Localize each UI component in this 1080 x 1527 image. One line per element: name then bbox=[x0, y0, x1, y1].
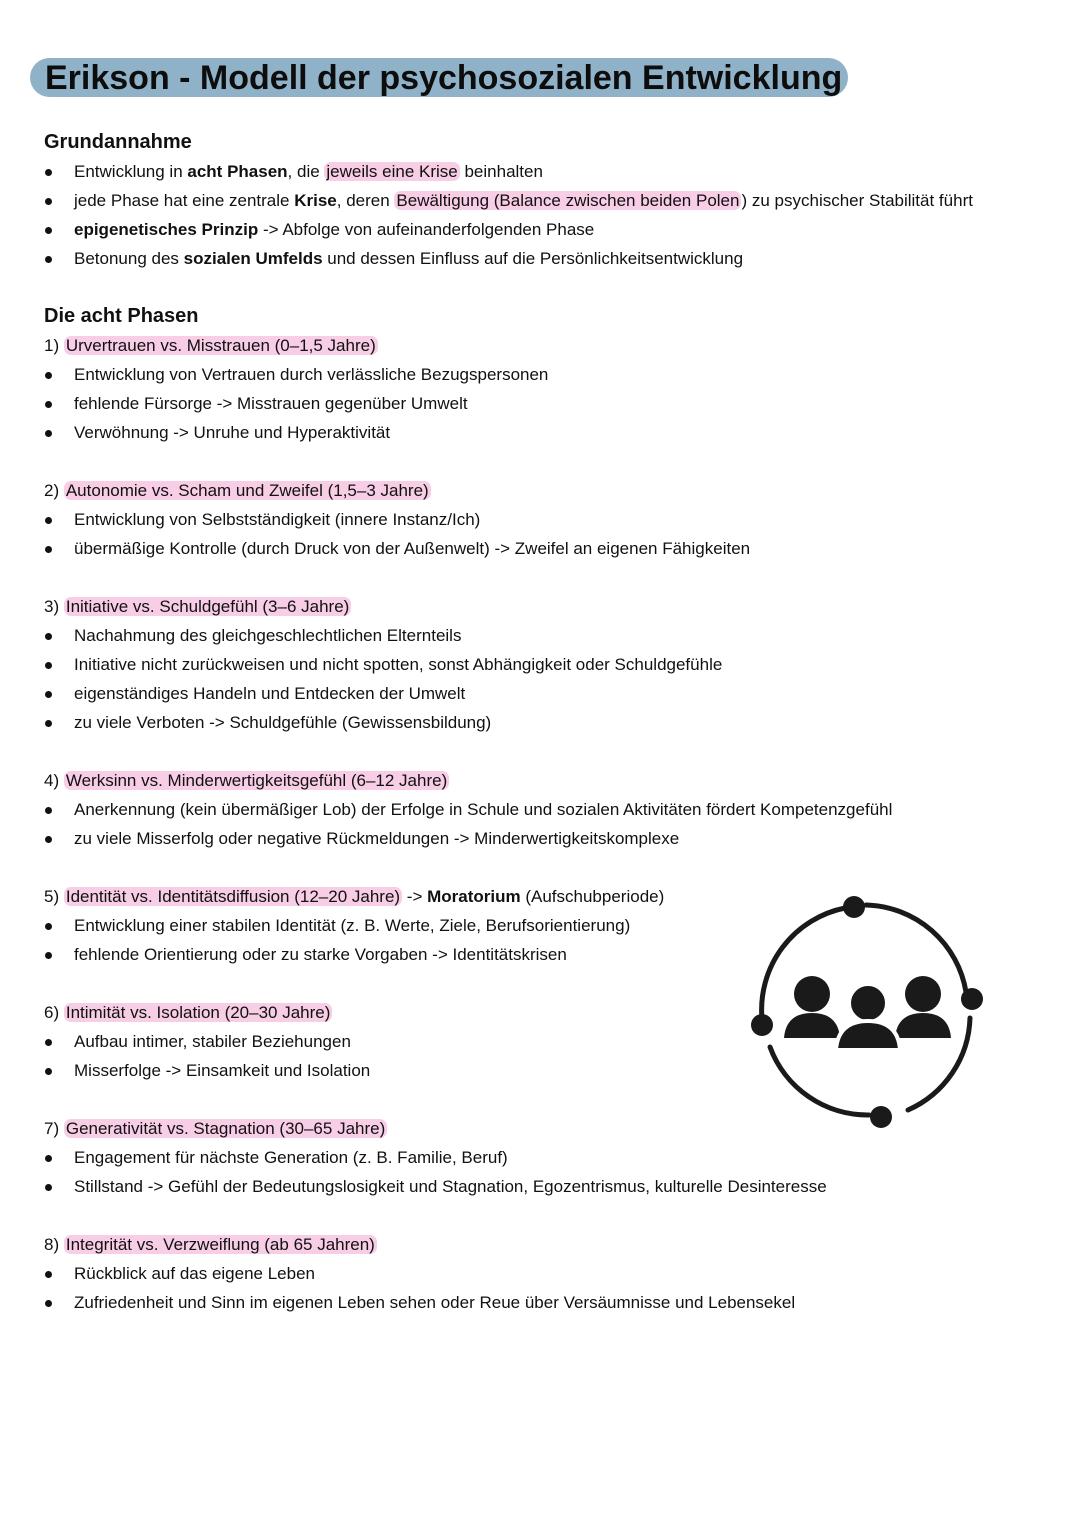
list-item: Betonung des sozialen Umfelds und dessen Einfluss auf die Persönlichkeitsentwicklung bbox=[44, 244, 1044, 273]
title-banner bbox=[30, 58, 848, 97]
list-item: Aufbau intimer, stabiler Beziehungen bbox=[44, 1027, 1044, 1056]
list-item: Initiative nicht zurückweisen und nicht spotten, sonst Abhängigkeit oder Schuldgefühle bbox=[44, 650, 1044, 679]
list-item: eigenständiges Handeln und Entdecken der Umwelt bbox=[44, 679, 1044, 708]
phase-heading: 6) Intimität vs. Isolation (20–30 Jahre) bbox=[44, 1003, 331, 1022]
phase-heading: 4) Werksinn vs. Minderwertigkeitsgefühl (6–12 Jahre) bbox=[44, 771, 448, 790]
list-item: Entwicklung von Selbstständigkeit (innere Instanz/Ich) bbox=[44, 505, 1044, 534]
list-item: Rückblick auf das eigene Leben bbox=[44, 1259, 1044, 1288]
list-item: Entwicklung von Vertrauen durch verlässliche Bezugspersonen bbox=[44, 360, 1044, 389]
section-heading-grundannahme: Grundannahme bbox=[44, 131, 192, 153]
list-item: Zufriedenheit und Sinn im eigenen Leben sehen oder Reue über Versäumnisse und Lebensekel bbox=[44, 1288, 1044, 1317]
phase-heading: 1) Urvertrauen vs. Misstrauen (0–1,5 Jahre) bbox=[44, 336, 376, 355]
list-item: Verwöhnung -> Unruhe und Hyperaktivität bbox=[44, 418, 1044, 447]
list-item: Anerkennung (kein übermäßiger Lob) der Erfolge in Schule und sozialen Aktivitäten fördert Kompetenzgefühl bbox=[44, 795, 1044, 824]
list-item: fehlende Orientierung oder zu starke Vorgaben -> Identitätskrisen bbox=[44, 940, 1044, 969]
page-title: Erikson - Modell der psychosozialen Entwicklung bbox=[30, 58, 848, 97]
highlight: jeweils eine Krise bbox=[326, 162, 458, 181]
section-heading-phasen: Die acht Phasen bbox=[44, 305, 199, 327]
document-body bbox=[44, 128, 1044, 1317]
list-item: epigenetisches Prinzip -> Abfolge von aufeinanderfolgenden Phase bbox=[44, 215, 1044, 244]
list-item: zu viele Misserfolg oder negative Rückmeldungen -> Minderwertigkeitskomplexe bbox=[44, 824, 1044, 853]
list-item: Misserfolge -> Einsamkeit und Isolation bbox=[44, 1056, 1044, 1085]
list-item: zu viele Verboten -> Schuldgefühle (Gewissensbildung) bbox=[44, 708, 1044, 737]
phase-heading: 3) Initiative vs. Schuldgefühl (3–6 Jahre) bbox=[44, 597, 350, 616]
list-item: Stillstand -> Gefühl der Bedeutungslosigkeit und Stagnation, Egozentrismus, kulturelle Desinteresse bbox=[44, 1172, 1044, 1201]
phase-heading: 8) Integrität vs. Verzweiflung (ab 65 Jahren) bbox=[44, 1235, 375, 1254]
list-item: fehlende Fürsorge -> Misstrauen gegenüber Umwelt bbox=[44, 389, 1044, 418]
highlight: Bewältigung (Balance zwischen beiden Polen bbox=[396, 191, 740, 210]
list-item: Nachahmung des gleichgeschlechtlichen Elternteils bbox=[44, 621, 1044, 650]
list-item: jede Phase hat eine zentrale Krise, deren Bewältigung (Balance zwischen beiden Polen ) zu psychischer Stabilität führt bbox=[44, 186, 1044, 215]
list-item: Engagement für nächste Generation (z. B. Familie, Beruf) bbox=[44, 1143, 1044, 1172]
social-group-icon bbox=[748, 892, 986, 1130]
list-item: Entwicklung in acht Phasen, die jeweils eine Krise beinhalten bbox=[44, 157, 1044, 186]
list-item: übermäßige Kontrolle (durch Druck von der Außenwelt) -> Zweifel an eigenen Fähigkeiten bbox=[44, 534, 1044, 563]
phase-heading: 2) Autonomie vs. Scham und Zweifel (1,5–3 Jahre) bbox=[44, 481, 429, 500]
list-item: Entwicklung einer stabilen Identität (z. B. Werte, Ziele, Berufsorientierung) bbox=[44, 911, 1044, 940]
phase-heading: 5) Identität vs. Identitätsdiffusion (12–20 Jahre) -> Moratorium (Aufschubperiode) bbox=[44, 887, 665, 906]
phase-heading: 7) Generativität vs. Stagnation (30–65 Jahre) bbox=[44, 1119, 386, 1138]
